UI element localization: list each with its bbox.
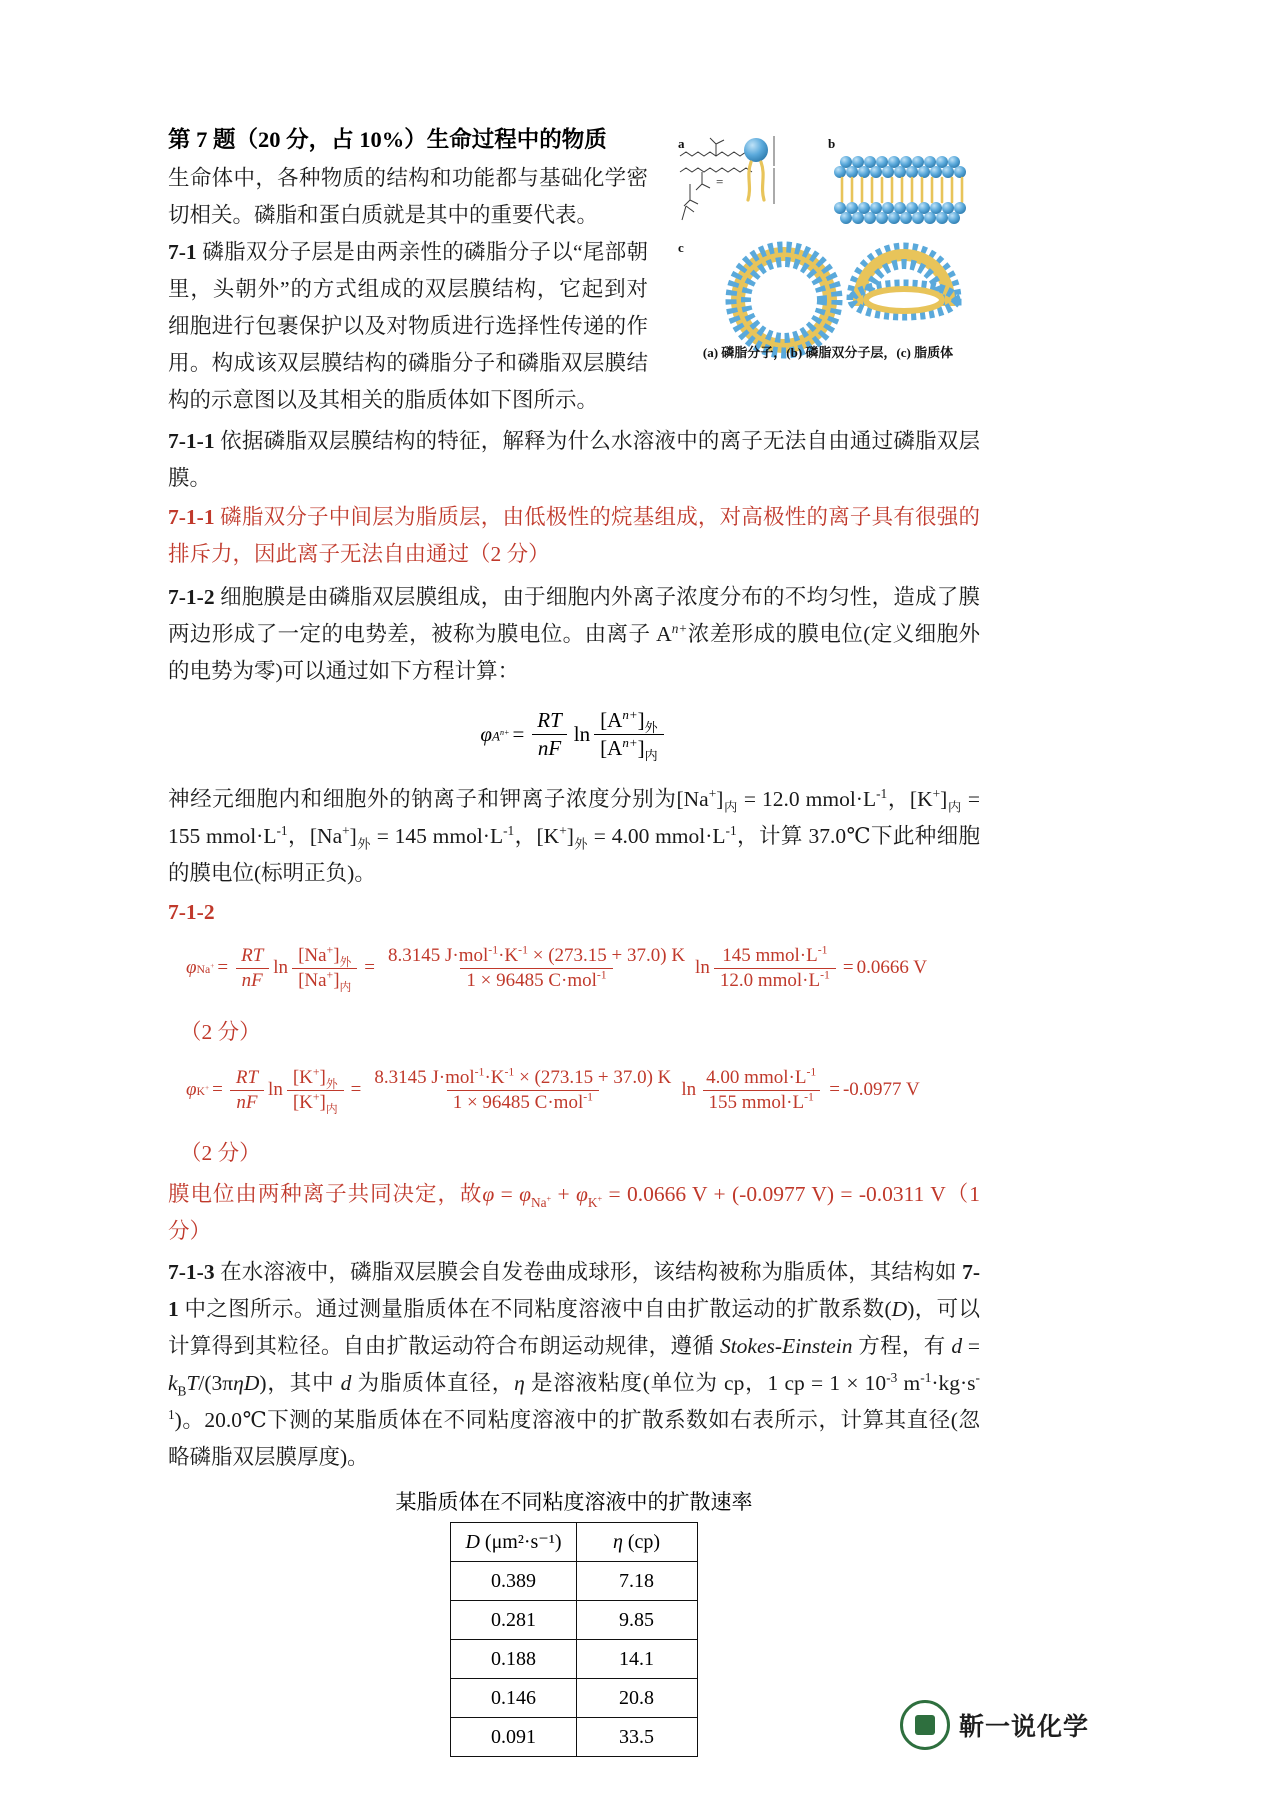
cell-eta: 14.1	[576, 1640, 697, 1679]
na-nF: nF	[236, 968, 269, 992]
na-den-sub: 内	[339, 980, 352, 994]
table-header-row	[451, 1523, 697, 1562]
na-ln-2: ln	[695, 957, 710, 979]
general-numerator: $[A^{n+}]_外$	[600, 707, 658, 736]
footer-brand-text: 靳一说化学	[959, 1714, 1090, 1741]
k-R-value: 8.3145 J·mol	[374, 1066, 475, 1088]
table-row	[451, 1718, 697, 1757]
points-potassium: （2 分）	[180, 1141, 261, 1166]
section-7-1-3: 7-1-3 在水溶液中，磷脂双层膜会自发卷曲成球形，该结构被称为脂质体，其结构如 7-1 中之图所示。通过测量脂质体在不同粘度溶液中自由扩散运动的扩散系数(D)，可以计算得到其粒径。自由扩散运动符合布朗运动规律，遵循 Stokes-Einstein 方程，有 $d = k_BT/(3\pi\eta D)$，其中 d 为脂质体直径，η 是溶液粘度(单位为 cp，1 cp = $1 \times 10^{-3}$ $m^{-1}\cdot kg\cdot s^{-1}$)。20.0℃下测的某脂质体在不同粘度溶液中的扩散系数如右表所示，计算其直径(忽略磷脂双层膜厚度)。	[168, 1260, 980, 1470]
table-title: 某脂质体在不同粘度溶液中的扩散速率	[395, 1490, 753, 1515]
general-RT: RT	[537, 708, 562, 732]
cell-eta: 9.85	[576, 1601, 697, 1640]
k-F-term: 1 × 96485 C·mol$^{-1}$	[447, 1090, 599, 1114]
answer-7-1-2-tag-line	[168, 894, 980, 931]
cell-D: 0.389	[451, 1562, 576, 1601]
na-R-value: 8.3145 J·mol	[388, 945, 489, 966]
section-7-1-2-text-b: 浓差形成的膜电位(定义细胞外的电势为零)可以通过如下方程计算：	[168, 622, 980, 683]
equation-general: φ $A^{n+}$ = $\frac{RT}{nF}$ ln $\frac{[A^{n+}]_外}{[A^{n+}]_内}$	[168, 708, 980, 761]
cell-D: 0.188	[451, 1640, 576, 1679]
general-den-sup: n+	[622, 735, 638, 750]
phi-sub-A: A	[492, 728, 500, 744]
given-k-in: 155 mmol·L	[168, 824, 277, 848]
ion-charge-sup: n+	[671, 620, 688, 636]
table-header-eta-sym: η	[612, 1531, 623, 1554]
na-ln-1: ln	[273, 957, 289, 979]
na-phi-sub-text: Na	[196, 963, 211, 977]
ref-7-1: 7-1	[168, 1260, 980, 1322]
table-header-D	[451, 1523, 576, 1562]
table-row	[451, 1640, 697, 1679]
k-ln-1: ln	[268, 1079, 283, 1101]
D-symbol: D	[891, 1297, 908, 1322]
k-R-term: 8.3145 $J\cdot mol^{-1}\cdot K^{-1} \times (273.15 + 37.0)$ K	[374, 1065, 672, 1088]
na-temp: × (273.15 + 37.0) K	[532, 945, 686, 966]
conclusion-prefix: 膜电位由两种离子共同决定，故	[168, 1182, 483, 1207]
k-F-value: 1 × 96485 C·mol	[452, 1091, 584, 1113]
table-header-D-unit: (μm²·s⁻¹)	[484, 1531, 562, 1554]
section-7-1-3-tag: 7-1-3	[168, 1260, 215, 1285]
na-RT: RT	[241, 945, 264, 966]
na-num-conc-val: 145 mmol·L	[722, 945, 818, 966]
na-num-conc: 145 $mmol\cdot L^{-1}$	[722, 943, 828, 966]
document-body	[168, 122, 980, 1757]
equation-potassium: φ K+ = $\frac{RT}{nF}$ ln $\frac{[K^+]_外}{[K^+]_内}$ = $\frac{8.3145 J\cdot mol^{-1}\cdot K^{-1} \times (273.15 + 37.0) K}{1 \times 96485 C\cdot mol^{-1}}$ ln $\frac{4.00 mmol\cdot L^{-1}}{155 mmol\cdot L^{-1}}$ = -0.0977 V	[186, 1065, 920, 1116]
figure-label-b: b	[828, 136, 836, 151]
k-result: -0.0977 V	[842, 1079, 920, 1101]
footer-brand	[900, 1700, 1089, 1750]
general-den-bracket: [A	[600, 736, 623, 760]
conclusion-phi-na: φ	[519, 1182, 531, 1207]
k-den-sub: 内	[325, 1102, 338, 1116]
given-tail: 计算 37.0℃下此种细胞的膜电位(标明正负)。	[168, 824, 981, 885]
conclusion-phi-k: φ	[575, 1182, 588, 1207]
phi-sup-n: n+	[499, 727, 510, 737]
given-text-lead: 神经元细胞内和细胞外的钠离子和钾离子浓度分别为	[168, 787, 677, 811]
figure-caption: (a) 磷脂分子，(b) 磷脂双分子层，(c) 脂质体	[702, 345, 954, 360]
diffusion-table-wrap	[168, 1486, 980, 1757]
equation-sodium: φ Na+ = $\frac{RT}{nF}$ ln $\frac{[Na^+]_外}{[Na^+]_内}$ = $\frac{8.3145 J\cdot mol^{-1}\cdot K^{-1} \times (273.15 + 37.0) K}{1 \times 96485 C\cdot mol^{-1}}$ ln $\frac{145 mmol\cdot L^{-1}}{12.0 mmol\cdot L^{-1}}$ = 0.0666 V	[186, 943, 928, 994]
cell-D: 0.146	[451, 1679, 576, 1718]
section-7-1-tag: 7-1	[168, 240, 197, 264]
na-R-term: 8.3145 $J\cdot mol^{-1}\cdot K^{-1} \times (273.15 + 37.0)$ K	[388, 943, 686, 966]
general-den-sub: 内	[644, 748, 658, 764]
table-header-eta-unit: (cp)	[627, 1531, 661, 1554]
cell-D: 0.281	[451, 1601, 576, 1640]
k-conc-den-sym: $[K^+]_内$	[287, 1090, 344, 1114]
na-conc-den-sym: $[Na^+]_内$	[292, 968, 357, 992]
question-7-1-1-text: 依据磷脂双层膜结构的特征，解释为什么水溶液中的离子无法自由通过磷脂双层膜。	[168, 429, 980, 490]
general-num-sup: n+	[622, 707, 638, 722]
general-ln: ln	[573, 722, 591, 746]
cell-eta: 20.8	[576, 1679, 697, 1718]
answer-7-1-1	[168, 499, 980, 573]
section-7-1-text: 磷脂双分子层是由两亲性的磷脂分子以“尾部朝里，头朝外”的方式组成的双层膜结构，它起到对细胞进行包裹保护以及对物质进行选择性传递的作用。构成该双层膜结构的磷脂分子和磷脂双层膜结构的示意图以及其相关的脂质体如下图所示。	[168, 240, 649, 412]
answer-7-1-2-tag: 7-1-2	[168, 900, 215, 924]
answer-7-1-1-tag: 7-1-1	[168, 505, 215, 529]
k-phi-sup-text: +	[205, 1083, 210, 1093]
given-na-out: 145 mmol·L	[394, 824, 504, 848]
general-nF: nF	[532, 734, 567, 761]
k-den-conc-val: 155 mmol·L	[708, 1091, 805, 1113]
na-result: 0.0666 V	[856, 957, 928, 979]
conclusion-na-val: 0.0666 V	[626, 1182, 708, 1207]
table-header-eta	[576, 1523, 697, 1562]
given-na-in: 12.0 mmol·L	[762, 787, 877, 811]
na-F-term: 1 × 96485 C·mol$^{-1}$	[460, 968, 612, 992]
wechat-logo-icon	[900, 1700, 950, 1750]
k-temp: × (273.15 + 37.0) K	[519, 1066, 672, 1088]
stokes-einstein-name: Stokes-Einstein	[719, 1334, 853, 1359]
k-num-sub: 外	[325, 1077, 338, 1091]
cell-D: 0.091	[451, 1718, 576, 1757]
conclusion-points: （1 分）	[168, 1182, 981, 1244]
table-row	[451, 1679, 697, 1718]
table-row	[451, 1601, 697, 1640]
conclusion-phi: φ	[482, 1182, 495, 1207]
conclusion-total: -0.0311 V	[858, 1182, 946, 1207]
conclusion-k-val: (-0.0977 V)	[732, 1182, 835, 1207]
given-concentrations: 神经元细胞内和细胞外的钠离子和钾离子浓度分别为$[Na^+]_内 = 12.0$ $mmol\cdot L^{-1}$，$[K^+]_内 = 155$ $mmol\cdot L^{-1}$，$[Na^+]_外 = 145$ $mmol\cdot L^{-1}$，$[K^+]_外 = 4.00$ $mmol\cdot L^{-1}$，计算 37.0℃下此种细胞的膜电位(标明正负)。	[168, 785, 981, 885]
section-7-1	[168, 234, 648, 419]
general-num-sub: 外	[644, 720, 658, 736]
intro-paragraph: 生命体中，各种物质的结构和功能都与基础化学密切相关。磷脂和蛋白质就是其中的重要代表。	[168, 166, 648, 227]
phi-symbol: φ	[480, 722, 492, 746]
points-sodium: （2 分）	[180, 1019, 261, 1044]
k-num-conc: 4.00 $mmol\cdot L^{-1}$	[706, 1065, 817, 1088]
k-phi-sub-text: K	[196, 1084, 206, 1098]
figure-label-a: a	[678, 136, 685, 151]
table-row	[451, 1562, 697, 1601]
na-phi-sub	[196, 961, 215, 977]
answer-7-1-1-text: 磷脂双分子中间层为脂质层，由低极性的烷基组成，对高极性的离子具有很强的排斥力，因此离子无法自由通过（2 分）	[168, 505, 980, 566]
k-ln-2: ln	[681, 1079, 697, 1101]
section-7-1-2-text-a: 细胞膜是由磷脂双层膜组成，由于细胞内外离子浓度分布的不均匀性，造成了膜两边形成了一定的电势差，被称为膜电位。由离子 A	[168, 585, 980, 646]
given-k-out: 4.00 mmol·L	[611, 824, 726, 848]
k-num-conc-val: 4.00 mmol·L	[706, 1066, 807, 1088]
general-num-bracket: [A	[600, 708, 623, 732]
na-phi: φ	[186, 957, 197, 979]
k-conc-num-sym: $[K^+]_外$	[292, 1065, 338, 1091]
na-den-conc: 12.0 $mmol\cdot L^{-1}$	[714, 968, 836, 992]
na-phi-sup-text: +	[210, 961, 215, 971]
na-den-conc-val: 12.0 mmol·L	[719, 969, 821, 991]
na-conc-num-sym: $[Na^+]_外$	[298, 943, 352, 969]
cell-eta: 33.5	[576, 1718, 697, 1757]
na-num-sub: 外	[339, 955, 352, 969]
figure-label-c: c	[678, 240, 684, 255]
k-phi: φ	[186, 1079, 197, 1101]
k-RT: RT	[235, 1066, 259, 1088]
section-7-1-2	[168, 579, 980, 690]
question-7-1-1	[168, 423, 980, 497]
table-body	[451, 1562, 697, 1757]
cell-eta: 7.18	[576, 1562, 697, 1601]
section-7-1-2-tag: 7-1-2	[168, 585, 215, 609]
k-nF: nF	[230, 1090, 263, 1114]
conclusion-7-1-2: 膜电位由两种离子共同决定，故$\varphi = \varphi_{Na^+} + \varphi_{K^+} = 0.0666$ V + (-0.0977 V) = -0.0311 V（1 分）	[168, 1182, 981, 1244]
table-header-D-sym: D	[465, 1531, 480, 1554]
page-title: 第 7 题（20 分，占 10%）生命过程中的物质	[168, 127, 607, 152]
general-denominator: $[A^{n+}]_内$	[594, 734, 663, 761]
question-7-1-1-tag: 7-1-1	[168, 429, 215, 453]
svg-text:=: =	[716, 174, 724, 189]
k-den-conc: 155 $mmol\cdot L^{-1}$	[703, 1090, 820, 1114]
na-F-value: 1 × 96485 C·mol	[466, 969, 597, 991]
k-phi-sub	[196, 1083, 210, 1098]
diffusion-table	[450, 1522, 697, 1757]
